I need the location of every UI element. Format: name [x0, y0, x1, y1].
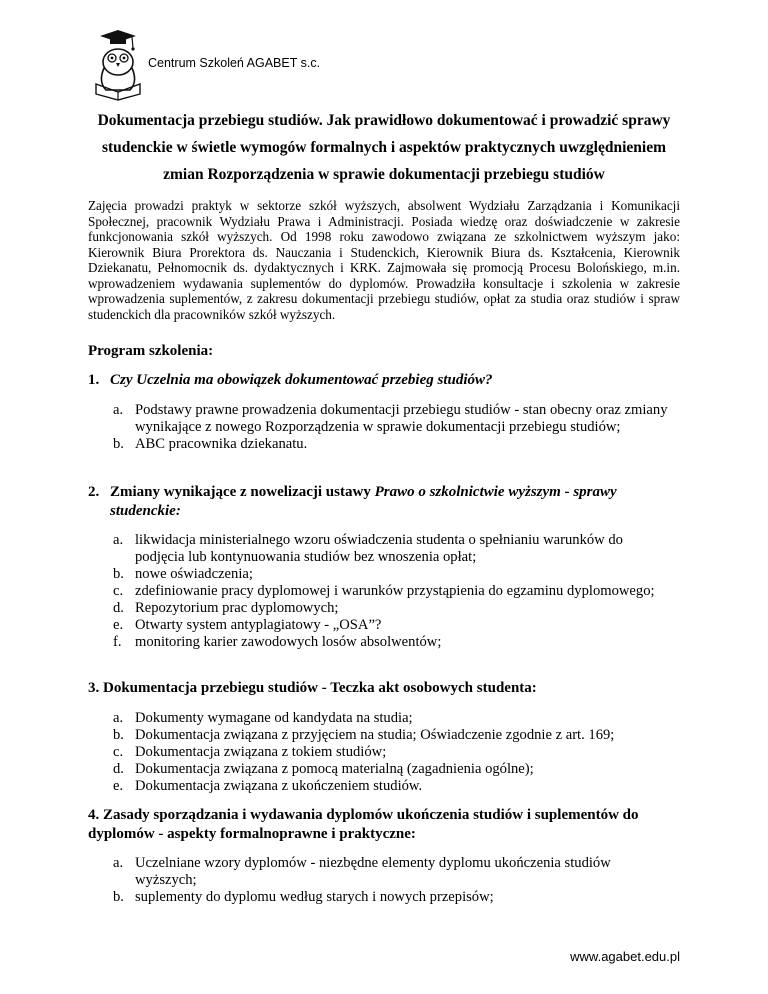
list-marker: e. [113, 778, 124, 794]
list-marker: a. [113, 402, 124, 418]
section-2-title-c: studenckie: [110, 503, 181, 519]
section-4-title-line-2: dyplomów - aspekty formalnoprawne i praktyczne: [88, 826, 416, 842]
section-2-title-a: Zmiany wynikające z nowelizacji ustawy [110, 484, 375, 500]
section-1-heading [88, 371, 688, 390]
list-item-text: zdefiniowanie pracy dyplomowej i warunków przystąpienia do egzaminu dyplomowego; [135, 583, 655, 599]
list-item [113, 436, 673, 453]
title-line-3: zmian Rozporządzenia w sprawie dokumentacji przebiegu studiów [163, 166, 605, 183]
list-marker: b. [113, 889, 124, 905]
list-marker: f. [113, 634, 122, 650]
list-item-text: Uczelniane wzory dyplomów - niezbędne elementy dyplomu ukończenia studiów wyższych; [135, 855, 611, 888]
list-item [113, 761, 673, 778]
title-line-1: Dokumentacja przebiegu studiów. Jak prawidłowo dokumentować i prowadzić sprawy [97, 112, 671, 129]
list-marker: e. [113, 617, 124, 633]
program-heading: Program szkolenia: [88, 343, 214, 359]
list-item-text: Podstawy prawne prowadzenia dokumentacji przebiegu studiów - stan obecny oraz zmiany wynikające z nowego Rozporządzenia w sprawie dokumentacji przebiegu studiów; [135, 402, 668, 435]
section-2-list [113, 532, 673, 651]
list-marker: a. [113, 855, 124, 871]
list-item-text: Dokumentacja związana z tokiem studiów; [135, 744, 387, 760]
section-4-heading [88, 806, 688, 844]
list-item-text: monitoring karier zawodowych losów absolwentów; [135, 634, 442, 650]
list-marker: d. [113, 761, 124, 777]
list-item [113, 634, 673, 651]
list-marker: b. [113, 566, 124, 582]
section-3-list [113, 710, 673, 795]
instructor-intro: Zajęcia prowadzi praktyk w sektorze szkół wyższych, absolwent Wydziału Zarządzania i Komunikacji Społecznej, pracownik Wydziału Prawa i Administracji. Posiada wiedzę oraz doświadczenie w zakresie funkcjonowania szkół wyższych. Od 1998 roku zawodowo związana ze szkolnictwem wyższym jako: Kierownik Biura Prorektora ds. Nauczania i Studenckich, Kierownik Biura ds. Kształcenia, Kierownik Dziekanatu, Pełnomocnik ds. dydaktycznych i KRK. Zajmowała się promocją Procesu Bolońskiego, m.in. wprowadzeniem wydawania suplementów do dyplomów. Prowadziła konsultacje i szkolenia w zakresie wprowadzenia suplementów, z zakresu dokumentacji przebiegu studiów, opłat za studia oraz studiów i spraw studenckich dla pracowników szkół wyższych. [88, 198, 680, 322]
list-item [113, 583, 673, 600]
section-2-number: 2. [88, 484, 100, 500]
header [88, 26, 321, 106]
list-item [113, 600, 673, 617]
footer-url: www.agabet.edu.pl [570, 949, 680, 964]
list-marker: a. [113, 710, 124, 726]
list-item [113, 402, 673, 436]
list-marker: b. [113, 727, 124, 743]
list-item [113, 617, 673, 634]
section-1-list [113, 402, 673, 453]
owl-graduate-logo-icon [88, 26, 146, 102]
list-marker: a. [113, 532, 124, 548]
section-3-heading: 3. Dokumentacja przebiegu studiów - Teczka akt osobowych studenta: [88, 680, 537, 696]
list-item [113, 710, 673, 727]
list-item [113, 532, 673, 566]
company-name: Centrum Szkoleń AGABET s.c. [148, 56, 321, 70]
list-item-text: Dokumenty wymagane od kandydata na studia; [135, 710, 413, 726]
section-4-list [113, 855, 673, 906]
list-item-text: Dokumentacja związana z pomocą materialną (zagadnienia ogólne); [135, 761, 534, 777]
section-1-number: 1. [88, 372, 100, 388]
list-marker: c. [113, 583, 124, 599]
list-item [113, 855, 673, 889]
list-item-text: suplementy do dyplomu według starych i nowych przepisów; [135, 889, 494, 905]
list-item-text: Dokumentacja związana z przyjęciem na studia; Oświadczenie zgodnie z art. 169; [135, 727, 615, 743]
list-marker: b. [113, 436, 124, 452]
list-item [113, 566, 673, 583]
list-item-text: nowe oświadczenia; [135, 566, 253, 582]
list-item [113, 727, 673, 744]
section-1-title: Czy Uczelnia ma obowiązek dokumentować przebieg studiów? [110, 372, 493, 388]
list-item-text: Repozytorium prac dyplomowych; [135, 600, 339, 616]
section-2-title-b: Prawo o szkolnictwie wyższym - sprawy [374, 484, 617, 500]
list-marker: c. [113, 744, 124, 760]
list-item [113, 744, 673, 761]
list-item [113, 889, 673, 906]
list-marker: d. [113, 600, 124, 616]
list-item [113, 778, 673, 795]
list-item-text: ABC pracownika dziekanatu. [135, 436, 308, 452]
list-item-text: likwidacja ministerialnego wzoru oświadczenia studenta o spełnianiu warunków do podjęcia lub kontynuowania studiów bez wnoszenia opłat; [135, 532, 623, 565]
list-item-text: Otwarty system antyplagiatowy - „OSA”? [135, 617, 382, 633]
section-2-heading [88, 483, 688, 521]
section-4-title-line-1: 4. Zasady sporządzania i wydawania dyplomów ukończenia studiów i suplementów do [88, 807, 639, 823]
title-line-2: studenckie w świetle wymogów formalnych i aspektów praktycznych uwzględnieniem [101, 139, 666, 156]
list-item-text: Dokumentacja związana z ukończeniem studiów. [135, 778, 423, 794]
document-title [88, 107, 680, 188]
